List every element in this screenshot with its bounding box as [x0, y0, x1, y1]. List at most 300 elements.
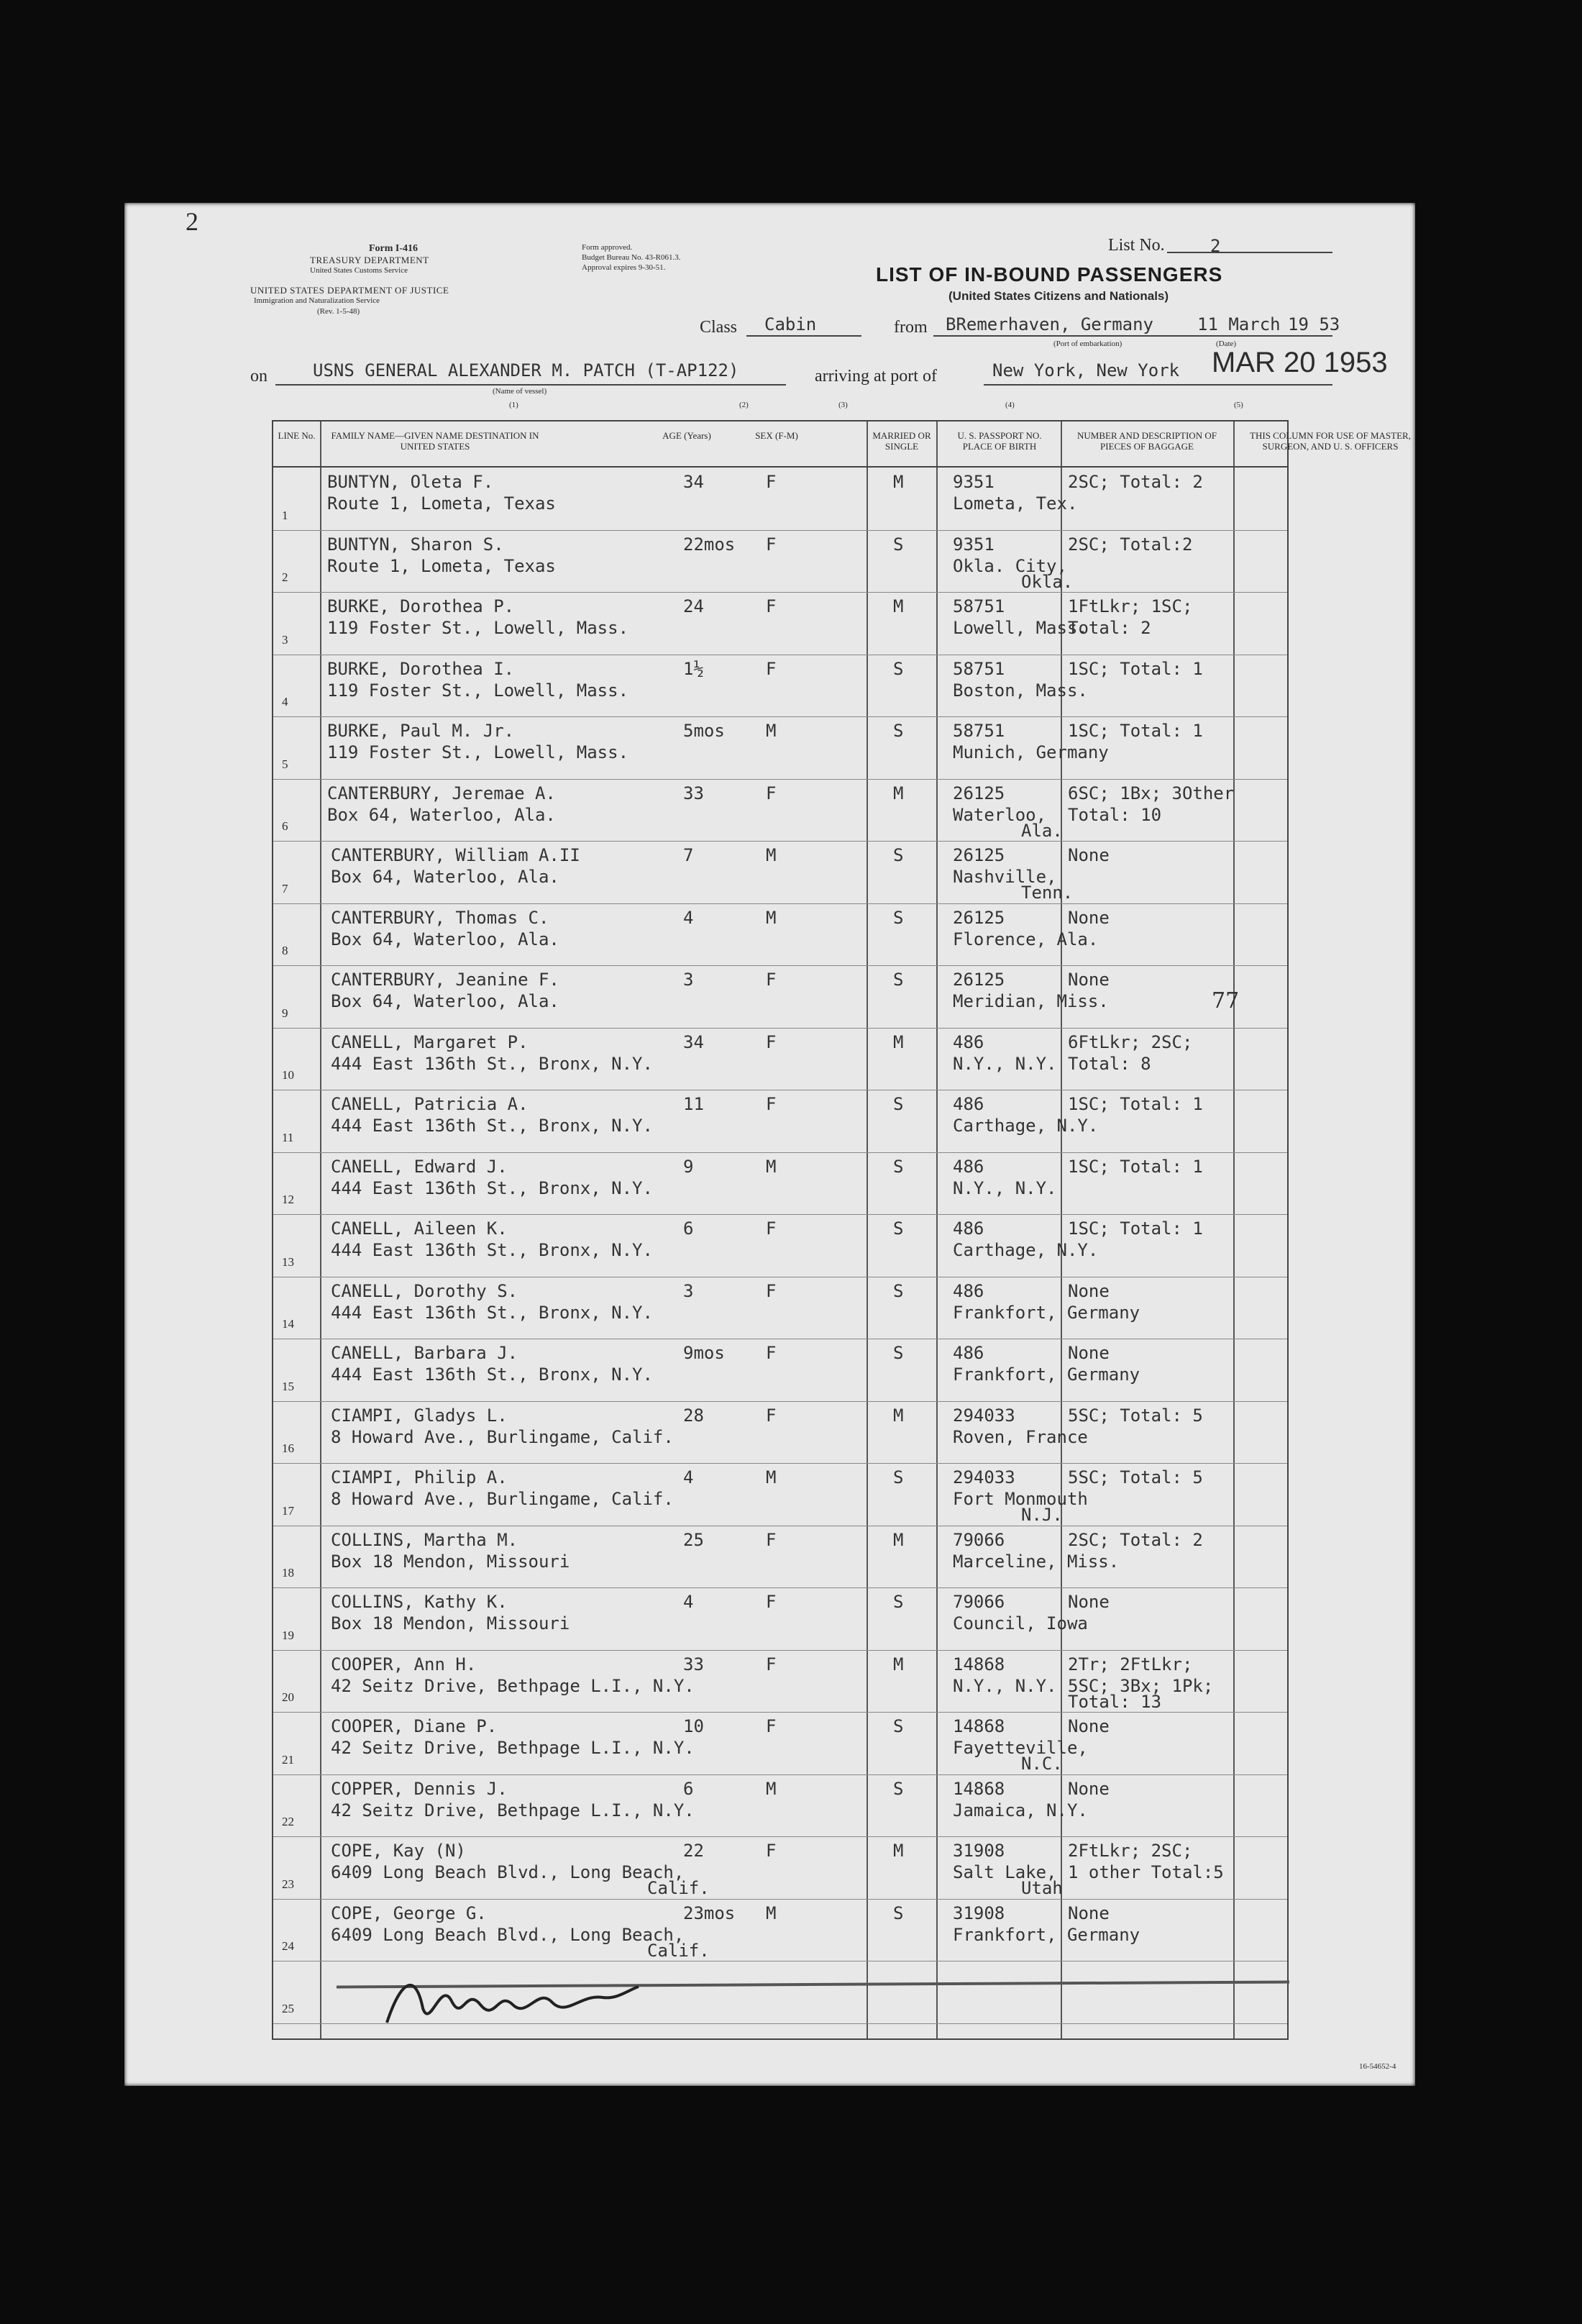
passenger-name: COPE, George G. [331, 1903, 487, 1923]
destination: 42 Seitz Drive, Bethpage L.I., N.Y. [331, 1800, 695, 1821]
line-number: 8 [282, 944, 288, 957]
baggage: 1FtLkr; 1SC; [1068, 596, 1193, 616]
line-number: 10 [282, 1068, 294, 1082]
place-of-birth: Fayetteville, [953, 1738, 1088, 1758]
passport-no: 79066 [953, 1529, 1005, 1550]
destination: 42 Seitz Drive, Bethpage L.I., N.Y. [331, 1738, 695, 1758]
col-head-age: AGE (Years) [662, 430, 711, 441]
place-of-birth: Frankfort, Germany [953, 1364, 1140, 1385]
marital-status: M [893, 783, 904, 803]
passport-no: 14868 [953, 1778, 1005, 1799]
destination: 119 Foster St., Lowell, Mass. [327, 618, 629, 638]
sex: F [766, 1280, 777, 1301]
age: 33 [683, 783, 704, 803]
form-number: Form I-416 [369, 243, 419, 254]
vessel-caption: (Name of vessel) [493, 387, 547, 396]
arriving-underline [984, 384, 1332, 386]
line-number: 11 [282, 1130, 294, 1144]
baggage: None [1068, 1716, 1110, 1736]
passenger-name: COOPER, Diane P. [331, 1716, 498, 1736]
sex: F [766, 1405, 777, 1426]
row-rule [273, 1463, 1287, 1464]
from-label: from [894, 318, 928, 337]
passenger-name: CANELL, Margaret P. [331, 1031, 529, 1052]
destination: 444 East 136th St., Bronx, N.Y. [331, 1364, 653, 1385]
place-of-birth: Roven, France [953, 1426, 1088, 1447]
sex: F [766, 1592, 777, 1612]
marital-status: S [893, 1716, 904, 1736]
passport-no: 26125 [953, 783, 1005, 803]
baggage: None [1068, 1903, 1110, 1923]
line-number: 13 [282, 1254, 294, 1269]
passport-no: 486 [953, 1156, 984, 1177]
sex: F [766, 1094, 777, 1114]
passenger-name: BUNTYN, Sharon S. [327, 534, 504, 555]
footer-code: 16-54652-4 [1359, 2062, 1396, 2071]
col-divider [1233, 421, 1235, 2038]
passport-no: 26125 [953, 970, 1005, 990]
passport-no: 294033 [953, 1405, 1015, 1426]
col-head-baggage: NUMBER AND DESCRIPTION OF PIECES OF BAGGAGE [1077, 430, 1217, 452]
marital-status: S [893, 1156, 904, 1177]
passenger-name: BURKE, Dorothea I. [327, 658, 515, 679]
row-rule [273, 1650, 1287, 1651]
remarks-mark: 77 [1212, 988, 1240, 1013]
baggage: 1SC; Total: 1 [1068, 721, 1203, 741]
row-rule [273, 592, 1287, 593]
line-number: 21 [282, 1752, 294, 1767]
line-number: 4 [282, 695, 288, 708]
age: 4 [683, 1592, 694, 1612]
age: 34 [683, 472, 704, 492]
sex: M [766, 1778, 777, 1799]
line-number: 20 [282, 1690, 294, 1704]
marital-status: M [893, 1654, 904, 1674]
date-caption: (Date) [1216, 340, 1237, 348]
passport-no: 14868 [953, 1654, 1005, 1674]
passport-no: 26125 [953, 845, 1005, 865]
age: 6 [683, 1218, 694, 1239]
passenger-name: CIAMPI, Gladys L. [331, 1405, 508, 1426]
baggage: 2FtLkr; 2SC; [1068, 1841, 1193, 1861]
age: 25 [683, 1529, 704, 1550]
baggage: None [1068, 1343, 1110, 1363]
signature [372, 1965, 646, 2037]
embark-date: 11 March [1197, 314, 1281, 334]
marital-status: S [893, 1218, 904, 1239]
marital-status: S [893, 1343, 904, 1363]
baggage: 2SC; Total: 2 [1068, 472, 1203, 492]
passport-no: 79066 [953, 1592, 1005, 1612]
line-number: 3 [282, 632, 288, 647]
place-of-birth: Okla. City, [953, 555, 1067, 576]
age: 22 [683, 1841, 704, 1861]
age: 4 [683, 1467, 694, 1487]
line-number: 19 [282, 1628, 294, 1642]
age: 9mos [683, 1343, 725, 1363]
row-rule [273, 965, 1287, 966]
sex: M [766, 845, 777, 865]
form-page [124, 203, 1415, 2086]
row-rule [273, 1152, 1287, 1153]
port-embark-caption: (Port of embarkation) [1053, 340, 1123, 348]
baggage: None [1068, 845, 1110, 865]
row-rule [273, 1401, 1287, 1402]
sex: M [766, 1467, 777, 1487]
sex: M [766, 721, 777, 741]
class-value: Cabin [764, 314, 817, 334]
place-of-birth: Marceline, Miss. [953, 1551, 1120, 1572]
passenger-name: CANELL, Patricia A. [331, 1094, 529, 1114]
row-rule [273, 841, 1287, 842]
marital-status: S [893, 658, 904, 679]
row-rule [273, 1028, 1287, 1029]
line-number: 25 [282, 2001, 294, 2015]
age: 24 [683, 596, 704, 616]
place-of-birth: N.Y., N.Y. [953, 1675, 1057, 1696]
destination-cont: Calif. [647, 1878, 710, 1898]
form-revision: (Rev. 1-5-48) [317, 307, 360, 316]
corner-mark: 2 [186, 207, 198, 236]
baggage-total: Total: 13 [1068, 1691, 1162, 1712]
baggage: None [1068, 1280, 1110, 1301]
passport-no: 294033 [953, 1467, 1015, 1487]
destination: 444 East 136th St., Bronx, N.Y. [331, 1240, 653, 1260]
line-number: 14 [282, 1317, 294, 1331]
line-number: 17 [282, 1503, 294, 1518]
line-number: 9 [282, 1006, 288, 1020]
marital-status: S [893, 721, 904, 741]
list-no-value: 2 [1210, 236, 1221, 256]
line-number: 18 [282, 1566, 294, 1580]
passenger-name: CANELL, Barbara J. [331, 1343, 518, 1363]
baggage-cont: Total: 8 [1068, 1053, 1151, 1074]
baggage-cont: 5SC; 3Bx; 1Pk; [1068, 1675, 1214, 1696]
passport-no: 58751 [953, 658, 1005, 679]
passport-no: 31908 [953, 1903, 1005, 1923]
passenger-name: CANTERBURY, Jeremae A. [327, 783, 556, 803]
from-underline [933, 335, 1332, 337]
sex: F [766, 1343, 777, 1363]
col-head-remarks: THIS COLUMN FOR USE OF MASTER, SURGEON, AND U. S. OFFICERS [1250, 430, 1411, 452]
place-of-birth: Lometa, Tex. [953, 493, 1078, 514]
sex: M [766, 1903, 777, 1923]
destination: 119 Foster St., Lowell, Mass. [327, 680, 629, 701]
destination: 119 Foster St., Lowell, Mass. [327, 742, 629, 762]
embark-year: 19 53 [1288, 314, 1340, 334]
destination-cont: Calif. [647, 1940, 710, 1961]
line-number: 23 [282, 1877, 294, 1891]
sex: F [766, 1716, 777, 1736]
destination: 8 Howard Ave., Burlingame, Calif. [331, 1489, 674, 1509]
sex: F [766, 970, 777, 990]
marital-status: S [893, 907, 904, 928]
col-num-1: (1) [509, 401, 518, 409]
line-number: 15 [282, 1379, 294, 1393]
arriving-label: arriving at port of [815, 367, 937, 386]
age: 23mos [683, 1903, 736, 1923]
sex: F [766, 1841, 777, 1861]
destination: 8 Howard Ave., Burlingame, Calif. [331, 1426, 674, 1447]
age: 4 [683, 907, 694, 928]
destination: 444 East 136th St., Bronx, N.Y. [331, 1302, 653, 1323]
sex: F [766, 658, 777, 679]
passport-no: 26125 [953, 907, 1005, 928]
form-title: LIST OF IN-BOUND PASSENGERS [876, 263, 1223, 286]
passenger-name: COOPER, Ann H. [331, 1654, 477, 1674]
place-of-birth: Council, Iowa [953, 1613, 1088, 1633]
marital-status: M [893, 1841, 904, 1861]
baggage-cont: 1 other Total:5 [1068, 1862, 1224, 1882]
baggage: 1SC; Total: 1 [1068, 1218, 1203, 1239]
destination: Box 64, Waterloo, Ala. [327, 804, 556, 825]
row-rule [273, 716, 1287, 717]
destination: 444 East 136th St., Bronx, N.Y. [331, 1116, 653, 1136]
passport-no: 9351 [953, 472, 995, 492]
sex: M [766, 1156, 777, 1177]
age: 28 [683, 1405, 704, 1426]
baggage-cont: Total: 2 [1068, 618, 1151, 638]
row-rule [273, 1774, 1287, 1775]
destination: 6409 Long Beach Blvd., Long Beach, [331, 1862, 685, 1882]
place-of-birth: N.Y., N.Y. [953, 1053, 1057, 1074]
place-of-birth: Carthage, N.Y. [953, 1240, 1099, 1260]
col-num-3: (3) [838, 401, 848, 409]
destination: Box 18 Mendon, Missouri [331, 1613, 570, 1633]
destination: 444 East 136th St., Bronx, N.Y. [331, 1053, 653, 1074]
approval-2: Budget Bureau No. 43-R061.3. [582, 253, 681, 262]
place-of-birth-cont: N.J. [1021, 1505, 1063, 1525]
passenger-name: COLLINS, Kathy K. [331, 1592, 508, 1612]
col-divider [867, 421, 868, 2038]
col-head-line: LINE No. [278, 430, 316, 441]
row-rule [273, 1587, 1287, 1588]
row-rule [273, 530, 1287, 531]
sex: F [766, 1654, 777, 1674]
passenger-name: COPPER, Dennis J. [331, 1778, 508, 1799]
line-number: 2 [282, 570, 288, 584]
row-rule [273, 1214, 1287, 1215]
line-number: 6 [282, 819, 288, 833]
sex: F [766, 1218, 777, 1239]
marital-status: S [893, 1094, 904, 1114]
baggage: 1SC; Total: 1 [1068, 1094, 1203, 1114]
destination: Route 1, Lometa, Texas [327, 493, 556, 514]
col-num-4: (4) [1005, 401, 1015, 409]
passenger-name: COPE, Kay (N) [331, 1841, 466, 1861]
from-port: BRemerhaven, Germany [946, 314, 1153, 334]
place-of-birth: Lowell, Mass. [953, 618, 1088, 638]
passport-no: 486 [953, 1343, 984, 1363]
col-head-name: FAMILY NAME—GIVEN NAME DESTINATION IN UNITED STATES [331, 430, 539, 452]
marital-status: S [893, 970, 904, 990]
line-number: 7 [282, 881, 288, 896]
place-of-birth: Jamaica, N.Y. [953, 1800, 1088, 1821]
marital-status: S [893, 1280, 904, 1301]
header-rule [273, 466, 1287, 468]
marital-status: S [893, 845, 904, 865]
destination: Box 64, Waterloo, Ala. [331, 929, 559, 949]
passport-no: 9351 [953, 534, 995, 555]
sex: F [766, 783, 777, 803]
dept-customs: United States Customs Service [310, 266, 408, 275]
passport-no: 58751 [953, 596, 1005, 616]
vessel-underline [275, 384, 786, 386]
place-of-birth-cont: Tenn. [1021, 883, 1074, 903]
destination: Box 64, Waterloo, Ala. [331, 991, 559, 1011]
row-rule [273, 903, 1287, 904]
class-label: Class [700, 318, 738, 337]
place-of-birth: Boston, Mass. [953, 680, 1088, 701]
destination: Route 1, Lometa, Texas [327, 555, 556, 576]
age: 3 [683, 1280, 694, 1301]
col-divider [936, 421, 938, 2038]
col-num-5: (5) [1234, 401, 1243, 409]
passenger-name: BURKE, Dorothea P. [327, 596, 515, 616]
passenger-name: BURKE, Paul M. Jr. [327, 721, 515, 741]
place-of-birth: Waterloo, [953, 804, 1047, 825]
place-of-birth: Frankfort, Germany [953, 1924, 1140, 1945]
sex: F [766, 596, 777, 616]
on-label: on [250, 367, 268, 386]
marital-status: M [893, 472, 904, 492]
passenger-table [272, 420, 1411, 2040]
row-rule [273, 1899, 1287, 1900]
passenger-name: CANTERBURY, William A.II [331, 845, 580, 865]
age: 34 [683, 1031, 704, 1052]
place-of-birth-cont: N.C. [1021, 1754, 1063, 1774]
line-number: 24 [282, 1939, 294, 1953]
marital-status: M [893, 1529, 904, 1550]
col-divider [1061, 421, 1062, 2038]
col-head-passport: U. S. PASSPORT NO. PLACE OF BIRTH [957, 430, 1042, 452]
class-underline [746, 335, 861, 337]
baggage: None [1068, 1592, 1110, 1612]
destination: Box 64, Waterloo, Ala. [331, 867, 559, 887]
age: 33 [683, 1654, 704, 1674]
col-divider [320, 421, 321, 2038]
row-rule [273, 779, 1287, 780]
passenger-name: BUNTYN, Oleta F. [327, 472, 494, 492]
age: 11 [683, 1094, 704, 1114]
passport-no: 486 [953, 1031, 984, 1052]
destination: 444 East 136th St., Bronx, N.Y. [331, 1177, 653, 1198]
sex: F [766, 534, 777, 555]
sex: M [766, 907, 777, 928]
age: 5mos [683, 721, 725, 741]
baggage: 1SC; Total: 1 [1068, 658, 1203, 679]
baggage: 2SC; Total:2 [1068, 534, 1193, 555]
baggage: 1SC; Total: 1 [1068, 1156, 1203, 1177]
marital-status: S [893, 1467, 904, 1487]
place-of-birth: Frankfort, Germany [953, 1302, 1140, 1323]
row-rule [273, 1836, 1287, 1837]
passenger-name: CANTERBURY, Jeanine F. [331, 970, 559, 990]
baggage: None [1068, 907, 1110, 928]
sex: F [766, 472, 777, 492]
passport-no: 486 [953, 1094, 984, 1114]
passport-no: 31908 [953, 1841, 1005, 1861]
baggage: 6SC; 1Bx; 3Other [1068, 783, 1235, 803]
approval-3: Approval expires 9-30-51. [582, 263, 666, 272]
line-number: 22 [282, 1815, 294, 1828]
age: 10 [683, 1716, 704, 1736]
passenger-name: CANTERBURY, Thomas C. [331, 907, 549, 928]
passenger-name: CANELL, Dorothy S. [331, 1280, 518, 1301]
list-no-underline [1167, 252, 1332, 253]
baggage: 6FtLkr; 2SC; [1068, 1031, 1193, 1052]
place-of-birth: Fort Monmouth [953, 1489, 1088, 1509]
baggage: None [1068, 970, 1110, 990]
age: 6 [683, 1778, 694, 1799]
col-head-marital: MARRIED OR SINGLE [872, 430, 931, 452]
col-head-sex: SEX (F-M) [755, 430, 798, 441]
place-of-birth: Nashville, [953, 867, 1057, 887]
list-no-label: List No. [1108, 236, 1165, 255]
approval-1: Form approved. [582, 243, 633, 252]
age: 3 [683, 970, 694, 990]
place-of-birth-cont: Ala. [1021, 820, 1063, 841]
line-number: 16 [282, 1441, 294, 1455]
arrival-port: New York, New York [992, 360, 1180, 381]
marital-status: S [893, 1778, 904, 1799]
dept-ins: Immigration and Naturalization Service [254, 296, 380, 305]
baggage: 5SC; Total: 5 [1068, 1405, 1203, 1426]
passenger-name: CIAMPI, Philip A. [331, 1467, 508, 1487]
dept-treasury: TREASURY DEPARTMENT [310, 255, 429, 265]
baggage: 2SC; Total: 2 [1068, 1529, 1203, 1550]
sex: F [766, 1031, 777, 1052]
place-of-birth-cont: Utah [1021, 1878, 1063, 1898]
baggage: None [1068, 1778, 1110, 1799]
place-of-birth: Salt Lake, [953, 1862, 1057, 1882]
destination: 6409 Long Beach Blvd., Long Beach, [331, 1924, 685, 1945]
destination: 42 Seitz Drive, Bethpage L.I., N.Y. [331, 1675, 695, 1696]
place-of-birth: Meridian, Miss. [953, 991, 1109, 1011]
baggage-cont: Total: 10 [1068, 804, 1162, 825]
form-subtitle: (United States Citizens and Nationals) [948, 289, 1169, 303]
passport-no: 486 [953, 1280, 984, 1301]
dept-justice: UNITED STATES DEPARTMENT OF JUSTICE [250, 285, 449, 296]
age: 1½ [683, 658, 704, 679]
marital-status: S [893, 1903, 904, 1923]
place-of-birth: Carthage, N.Y. [953, 1116, 1099, 1136]
line-number: 12 [282, 1193, 294, 1206]
marital-status: M [893, 596, 904, 616]
marital-status: M [893, 1405, 904, 1426]
arrival-date-stamp: MAR 20 1953 [1212, 347, 1388, 378]
line-number: 5 [282, 757, 288, 771]
sex: F [766, 1529, 777, 1550]
baggage: 5SC; Total: 5 [1068, 1467, 1203, 1487]
destination: Box 18 Mendon, Missouri [331, 1551, 570, 1572]
place-of-birth: Florence, Ala. [953, 929, 1099, 949]
age: 9 [683, 1156, 694, 1177]
passenger-name: CANELL, Edward J. [331, 1156, 508, 1177]
marital-status: S [893, 534, 904, 555]
marital-status: S [893, 1592, 904, 1612]
place-of-birth: N.Y., N.Y. [953, 1177, 1057, 1198]
baggage: 2Tr; 2FtLkr; [1068, 1654, 1193, 1674]
age: 7 [683, 845, 694, 865]
passport-no: 58751 [953, 721, 1005, 741]
place-of-birth-cont: Okla. [1021, 571, 1074, 592]
line-number: 1 [282, 508, 288, 522]
age: 22mos [683, 534, 736, 555]
col-num-2: (2) [739, 401, 749, 409]
marital-status: M [893, 1031, 904, 1052]
place-of-birth: Munich, Germany [953, 742, 1109, 762]
